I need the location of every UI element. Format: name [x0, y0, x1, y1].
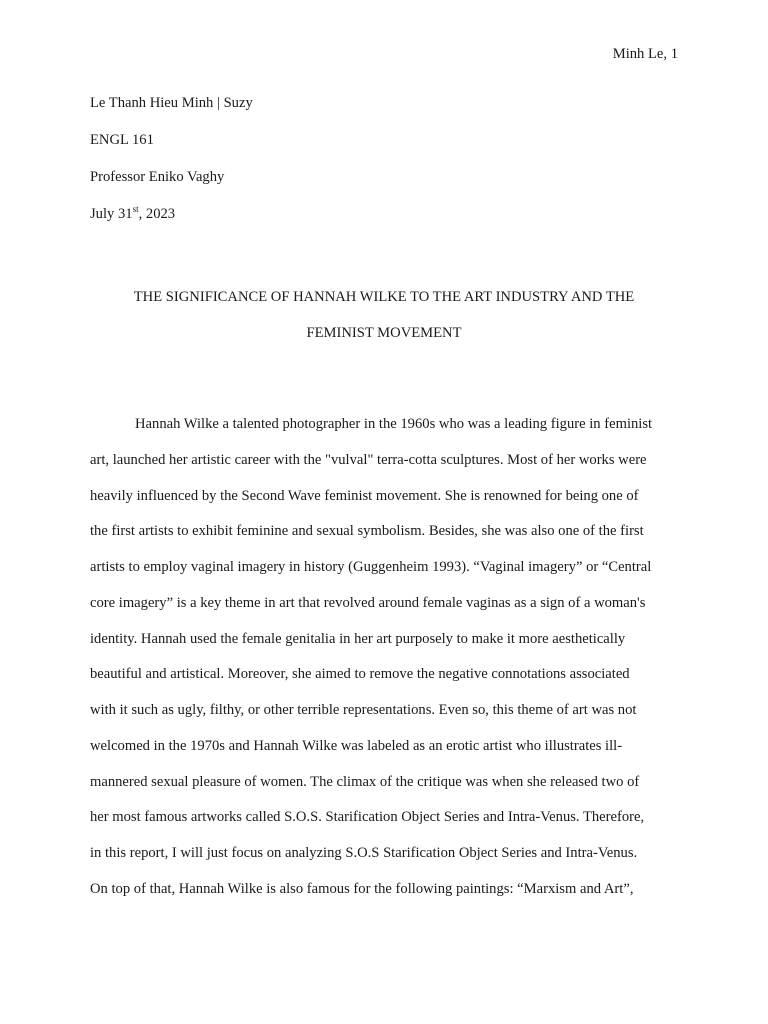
body-line: core imagery” is a key theme in art that revolved around female vaginas as a sign of a woman's: [90, 594, 646, 611]
body-line: heavily influenced by the Second Wave feminist movement. She is renowned for being one of: [90, 487, 639, 504]
body-line: her most famous artworks called S.O.S. Starification Object Series and Intra-Venus. Therefore,: [90, 809, 645, 826]
title-line: FEMINIST MOVEMENT: [306, 324, 462, 341]
date-ordinal-suffix: st: [132, 204, 139, 214]
date-year: , 2023: [138, 206, 176, 222]
mla-heading: [90, 92, 253, 240]
course-name: ENGL 161: [90, 132, 154, 148]
title-line: THE SIGNIFICANCE OF HANNAH WILKE TO THE ART INDUSTRY AND THE: [133, 289, 635, 305]
body-line: identity. Hannah used the female genitalia in her art purposely to make it more aesthetically: [90, 630, 626, 647]
body-line: Hannah Wilke a talented photographer in the 1960s who was a leading figure in feminist: [135, 416, 653, 432]
essay-title: [90, 286, 678, 357]
date-prefix: July 31: [90, 206, 133, 222]
author-name: Le Thanh Hieu Minh | Suzy: [90, 95, 253, 111]
body-paragraph: [90, 413, 680, 914]
running-head: Minh Le, 1: [612, 46, 678, 62]
body-line: welcomed in the 1970s and Hannah Wilke was labeled as an erotic artist who illustrates ill-: [90, 737, 623, 754]
body-line: with it such as ugly, filthy, or other terrible representations. Even so, this theme of art was not: [90, 702, 637, 718]
body-line: artists to employ vaginal imagery in history (Guggenheim 1993). “Vaginal imagery” or “Central: [90, 559, 652, 575]
date-line: [90, 203, 253, 240]
professor-name: Professor Eniko Vaghy: [90, 169, 225, 185]
body-line: art, launched her artistic career with the "vulval" terra-cotta sculptures. Most of her works were: [90, 451, 647, 468]
body-line: mannered sexual pleasure of women. The climax of the critique was when she released two of: [90, 773, 640, 790]
body-line: On top of that, Hannah Wilke is also famous for the following paintings: “Marxism and Art”,: [90, 880, 634, 897]
body-line: beautiful and artistical. Moreover, she aimed to remove the negative connotations associated: [90, 666, 630, 683]
body-line: in this report, I will just focus on analyzing S.O.S Starification Object Series and Intra-Venus.: [90, 845, 638, 861]
body-line: the first artists to exhibit feminine and sexual symbolism. Besides, she was also one of the first: [90, 523, 644, 540]
